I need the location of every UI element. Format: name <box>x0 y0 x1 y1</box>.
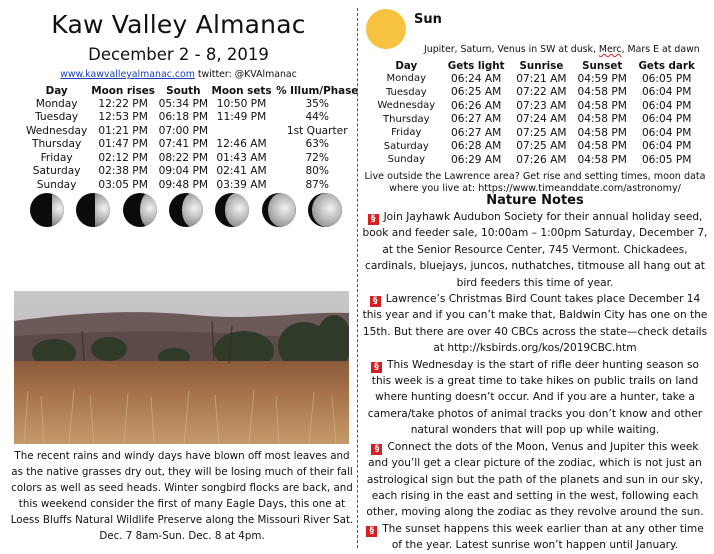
sun-table-col-header: Sunset <box>582 59 623 72</box>
sun-table-row <box>371 99 701 113</box>
sun-table-row <box>371 72 701 86</box>
moon-table-row <box>24 97 361 111</box>
sun-table-row <box>371 140 701 154</box>
moon-table-cell: 09:48 PM <box>158 178 209 191</box>
nature-note-text: This Wednesday is the start of rifle deer hunting season so this week is a great time to take hikes on public trails on land where hunting doesn’t occur. And if you are a hunter, take a camera/take photos of animal tracks you don’t know and other natural wonders that will pop up while waiting. <box>367 358 703 437</box>
sun-table-cell: 07:22 AM <box>516 86 567 99</box>
sun-table-cell: 06:27 AM <box>451 126 502 139</box>
sun-table-cell: 06:04 PM <box>641 86 692 99</box>
sun-table-cell: 06:04 PM <box>641 126 692 139</box>
moon-table-col-header: % Illum/Phase <box>276 84 359 97</box>
sun-table-cell: 06:26 AM <box>451 99 502 112</box>
moon-table-cell: Thursday <box>31 138 82 151</box>
sun-table-cell: 07:25 AM <box>516 126 567 139</box>
moon-table-cell: 02:12 PM <box>98 151 148 164</box>
sun-table-col-header: Gets dark <box>638 59 695 72</box>
moon-table-cell: 01:47 PM <box>98 138 148 151</box>
moon-table-cell: 01:21 PM <box>98 124 148 137</box>
moon-table-cell: 05:34 PM <box>158 97 209 110</box>
nature-note-text: Lawrence’s Christmas Bird Count takes place December 14 this year and if you can’t make that, Baldwin City has one on the 15th. But there are over 40 CBCs across the state—check details at http://ksbirds.org/kos/2019CBC.htm <box>362 293 708 355</box>
web-line <box>0 69 357 80</box>
moon-table <box>24 84 361 192</box>
nature-note-item <box>362 521 708 554</box>
section-bullet-icon: § <box>366 526 377 537</box>
moon-table-cell: Tuesday <box>35 111 79 124</box>
moon-table-header <box>24 84 361 97</box>
moon-table-cell: Friday <box>40 151 73 164</box>
photo-caption: The recent rains and windy days have blown off most leaves and as the native grasses dry out, they will be losing much of their fall colors as well as seed heads. Winter songbird flocks are back, and this weekend consider the first of many Eagle Days, this one at Loess Bluffs Natural Wildlife Preserve along the Missouri River Sat. Dec. 7 8am-Sun. Dec. 8 at 4pm. <box>10 450 354 542</box>
moon-table-cell: 12:22 PM <box>98 97 148 110</box>
sun-table-cell: 06:27 AM <box>451 113 502 126</box>
planet-visibility <box>424 44 700 55</box>
sun-table-cell: Wednesday <box>377 100 436 112</box>
sun-table-cell: 04:58 PM <box>577 153 627 166</box>
moon-table-col-header: Moon rises <box>91 84 155 97</box>
moon-phase-icon <box>30 193 64 227</box>
moon-table-cell: 87% <box>305 178 329 191</box>
sun-table-cell: Friday <box>391 127 422 139</box>
nature-note-item <box>362 439 708 521</box>
sun-table-cell: Tuesday <box>385 86 427 98</box>
moon-table-cell: 01:43 AM <box>216 151 267 164</box>
moon-table-cell: 03:05 PM <box>98 178 148 191</box>
moon-table-cell: 09:04 PM <box>158 165 209 178</box>
sun-table-cell: 04:59 PM <box>577 72 627 85</box>
sun-table-cell: 06:29 AM <box>451 153 502 166</box>
planets-text-merc: Merc <box>598 44 622 55</box>
moon-table-cell: 12:46 AM <box>216 138 267 151</box>
moon-table-cell: Sunday <box>36 178 77 191</box>
sun-table-cell: Sunday <box>387 154 425 166</box>
nature-note-item <box>362 357 708 439</box>
moon-phase-icon <box>76 193 110 227</box>
moon-table-cell: 03:39 AM <box>216 178 267 191</box>
planets-text-a: Jupiter, Saturn, Venus in SW at dusk, <box>424 44 599 55</box>
prairie-landscape-photo <box>14 291 349 444</box>
sun-table-col-header: Sunrise <box>519 59 564 72</box>
moon-table-col-header: Day <box>45 84 68 97</box>
moon-phase-strip <box>30 193 342 227</box>
sun-label: Sun <box>414 12 442 27</box>
moon-table-row <box>24 124 361 138</box>
moon-table-cell: 72% <box>305 151 329 164</box>
moon-table-cell: 44% <box>305 111 329 124</box>
sun-table-cell: 04:58 PM <box>577 99 627 112</box>
sun-table-cell: 07:24 AM <box>516 113 567 126</box>
section-bullet-icon: § <box>370 296 381 307</box>
moon-table-cell: Monday <box>35 97 78 110</box>
sun-table-cell: 06:04 PM <box>641 99 692 112</box>
sun-table-row <box>371 126 701 140</box>
moon-table-cell: 63% <box>305 138 329 151</box>
sun-table <box>371 59 701 167</box>
planets-text-b: , Mars E at dawn <box>621 44 700 55</box>
moon-table-row <box>24 165 361 179</box>
sun-table-cell: 07:21 AM <box>516 72 567 85</box>
sun-table-col-header: Day <box>395 59 418 72</box>
sun-table-cell: Thursday <box>383 113 430 125</box>
moon-table-cell: 10:50 PM <box>216 97 267 110</box>
nature-note-text: Join Jayhawk Audubon Society for their annual holiday seed, book and feeder sale, 10:00am – 1:00pm Saturday, December 7, at the Senior Resource Center, 745 Vermont. Chickadees, cardinals, bluejays, juncos, nuthatches, titmouse all hang out at bird feeders this time of year. <box>362 211 708 289</box>
moon-table-cell: 08:22 PM <box>158 151 209 164</box>
section-bullet-icon: § <box>371 362 382 373</box>
moon-table-row <box>24 151 361 165</box>
sun-table-cell: 04:58 PM <box>577 140 627 153</box>
moon-table-cell: 35% <box>305 97 329 110</box>
moon-table-cell: 11:49 PM <box>216 111 267 124</box>
nature-note-item <box>362 209 708 291</box>
sun-table-cell: 07:26 AM <box>516 153 567 166</box>
moon-phase-icon <box>215 193 249 227</box>
sun-icon <box>366 9 406 49</box>
moon-table-row <box>24 111 361 125</box>
sun-data-note: Live outside the Lawrence area? Get rise and setting times, moon data where you live at: https://www.timeanddate.com/astronomy/ <box>364 171 706 194</box>
moon-table-cell: Saturday <box>32 165 81 178</box>
moon-table-cell <box>210 124 274 138</box>
sun-table-cell: 06:28 AM <box>451 140 502 153</box>
moon-phase-icon <box>308 193 342 227</box>
moon-table-row <box>24 138 361 152</box>
moon-table-cell: 06:18 PM <box>158 111 209 124</box>
sun-table-cell: 06:04 PM <box>641 113 692 126</box>
moon-table-cell: 07:41 PM <box>158 138 209 151</box>
nature-note-text: Connect the dots of the Moon, Venus and Jupiter this week and you’ll get a clear picture of the zodiac, which is not just an astrological sign but the path of the planets and sun in our sky, each rising in the east and setting in the west, following each other, moving along the zodiac as they revolve around the sun. <box>366 440 704 519</box>
twitter-handle: twitter: @KVAlmanac <box>197 69 297 80</box>
sun-table-cell: 06:25 AM <box>451 86 502 99</box>
nature-notes-heading: Nature Notes <box>486 193 584 208</box>
date-range: December 2 - 8, 2019 <box>88 45 269 64</box>
section-bullet-icon: § <box>371 444 382 455</box>
sun-table-cell: 04:58 PM <box>577 86 627 99</box>
nature-note-text: The sunset happens this week earlier than at any other time of the year. Latest sunrise won’t happen until January. <box>382 522 704 552</box>
sun-table-cell: 04:58 PM <box>577 113 627 126</box>
sun-table-cell: 06:24 AM <box>451 72 502 85</box>
moon-table-cell: 12:53 PM <box>98 111 148 124</box>
moon-table-cell: 02:41 AM <box>216 165 267 178</box>
sun-table-cell: 07:25 AM <box>516 140 567 153</box>
sun-table-row <box>371 86 701 100</box>
sun-table-row <box>371 113 701 127</box>
nature-note-item <box>362 291 708 357</box>
almanac-title: Kaw Valley Almanac <box>51 10 306 39</box>
sun-table-cell: 06:04 PM <box>641 140 692 153</box>
website-link[interactable]: www.kawvalleyalmanac.com <box>60 69 195 80</box>
sun-table-cell: 06:05 PM <box>641 72 692 85</box>
moon-table-cell: 02:38 PM <box>98 165 148 178</box>
moon-table-cell: Wednesday <box>25 124 88 137</box>
sun-table-cell: 04:58 PM <box>577 126 627 139</box>
moon-table-col-header: Moon sets <box>211 84 272 97</box>
moon-table-col-header: South <box>166 84 201 97</box>
moon-table-cell: 07:00 PM <box>158 124 209 137</box>
moon-phase-icon <box>123 193 157 227</box>
moon-phase-icon <box>169 193 203 227</box>
moon-phase-icon <box>262 193 296 227</box>
sun-table-cell: 06:05 PM <box>641 153 692 166</box>
section-bullet-icon: § <box>368 214 379 225</box>
moon-table-cell: 80% <box>305 165 329 178</box>
column-divider <box>357 8 358 548</box>
sun-table-cell: Saturday <box>383 140 429 152</box>
nature-notes-list <box>362 209 708 554</box>
sun-table-col-header: Gets light <box>447 59 505 72</box>
moon-table-cell: 1st Quarter <box>286 124 348 137</box>
sun-table-row <box>371 153 701 167</box>
sun-table-cell: 07:23 AM <box>516 99 567 112</box>
moon-table-row <box>24 178 361 192</box>
sun-table-header <box>371 59 701 72</box>
sun-table-cell: Monday <box>386 73 427 85</box>
